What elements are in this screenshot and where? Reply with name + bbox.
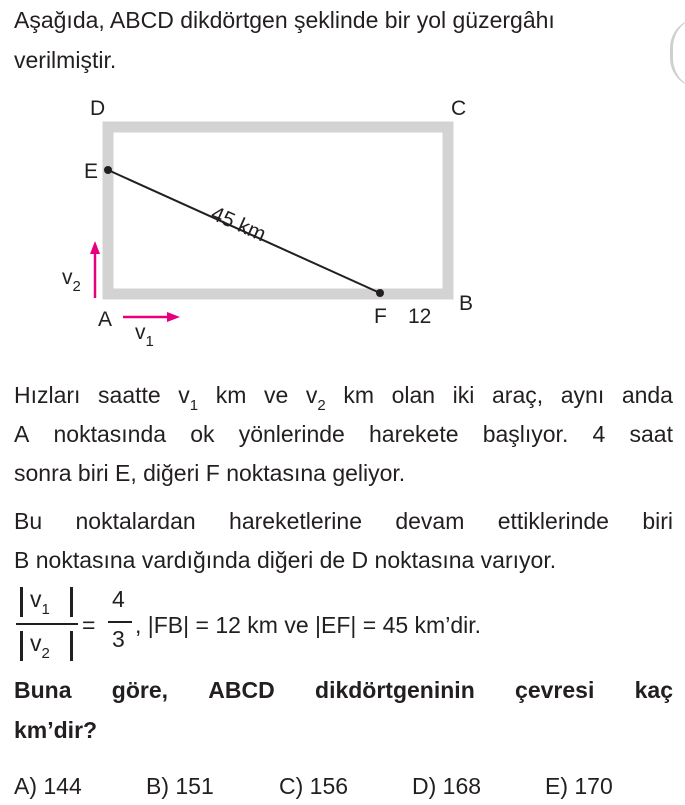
word-km-2: km [343, 382, 374, 408]
question-line-1 [14, 676, 673, 704]
word-bu: Bu [14, 508, 43, 534]
label-v1: $v_1$ [135, 321, 154, 350]
rectangle-abcd [108, 127, 448, 294]
word-hareketlerine: hareketlerine [229, 508, 362, 534]
option-b[interactable]: B) 151 [146, 773, 214, 799]
intro-line-2: verilmiştir. [14, 47, 117, 73]
word-olan: olan [391, 382, 436, 408]
label-ef-length: 45 km [207, 202, 270, 247]
abs-bar [70, 631, 73, 661]
option-c[interactable]: C) 156 [279, 773, 349, 799]
intro-line-1: Aşağıda, ABCD dikdörtgen şeklinde bir yol güzergâhı [14, 7, 555, 33]
label-v2: $v_2$ [62, 266, 81, 295]
word-iki: iki [452, 382, 475, 408]
label-f: F [374, 305, 387, 328]
ratio-line [108, 621, 132, 623]
given-values: , |FB| = 12 km ve |EF| = 45 km’dir. [135, 612, 482, 638]
para2-line-2: B noktasına vardığında diğeri de D noktasına varıyor. [14, 547, 557, 573]
var-v2: $v_2$ [305, 382, 326, 414]
word-yonlerinde: yönlerinde [238, 421, 345, 447]
word-saat: saat [629, 421, 673, 447]
fraction-denominator: $v_2$ [30, 630, 50, 662]
abs-bar [70, 587, 73, 617]
fraction-numerator: $v_1$ [30, 586, 50, 618]
word-ayni: aynı [560, 382, 605, 408]
word-anda: anda [621, 382, 673, 408]
word-hizlari: Hızları [14, 382, 81, 408]
var-v1: $v_1$ [178, 382, 199, 414]
ratio-denominator: 3 [112, 626, 125, 652]
velocity-ratio-fraction [14, 585, 76, 667]
word-devam: devam [395, 508, 465, 534]
word-ok: ok [190, 421, 215, 447]
word-saatte: saatte [98, 382, 161, 408]
label-b: B [459, 292, 474, 315]
word-noktalardan: noktalardan [75, 508, 196, 534]
v2-arrowhead-icon [90, 241, 100, 254]
point-e [104, 166, 112, 174]
word-dikdortgeninin: dikdörtgeninin [315, 677, 475, 703]
word-noktasinda: noktasında [53, 421, 167, 447]
equals-sign: = [82, 612, 96, 638]
label-e: E [84, 160, 99, 183]
option-a[interactable]: A) 144 [14, 773, 82, 799]
word-harekete: harekete [369, 421, 459, 447]
para1-line-2 [14, 420, 673, 448]
word-gore: göre, [111, 677, 169, 703]
ratio-numerator: 4 [112, 586, 125, 612]
label-c: C [451, 97, 467, 120]
word-basliyor: başlıyor. [482, 421, 569, 447]
word-arac: araç, [492, 382, 544, 408]
word-kac: kaç [634, 677, 673, 703]
word-km-1: km [215, 382, 247, 408]
para1-line-3: sonra biri E, diğeri F noktasına geliyor. [14, 460, 406, 486]
word-4: 4 [592, 421, 606, 447]
abs-bar [20, 631, 23, 661]
question-line-2: km’dir? [14, 717, 98, 743]
ratio-four-thirds [108, 585, 132, 665]
word-ettiklerinde: ettiklerinde [497, 508, 609, 534]
para1-line-1 [14, 381, 673, 413]
word-buna: Buna [14, 677, 72, 703]
label-d: D [90, 97, 106, 120]
abs-bar [20, 587, 23, 617]
fraction-line [16, 623, 78, 625]
word-abcd: ABCD [208, 677, 275, 703]
word-biri: biri [642, 508, 673, 534]
option-e[interactable]: E) 170 [545, 773, 613, 799]
point-f [376, 289, 384, 297]
label-fb-length: 12 [408, 305, 432, 328]
para2-line-1 [14, 507, 673, 535]
label-a: A [98, 308, 113, 331]
word-a: A [14, 421, 30, 447]
word-ve: ve [264, 382, 289, 408]
word-cevresi: çevresi [515, 677, 595, 703]
v1-arrowhead-icon [167, 312, 180, 322]
option-d[interactable]: D) 168 [412, 773, 482, 799]
